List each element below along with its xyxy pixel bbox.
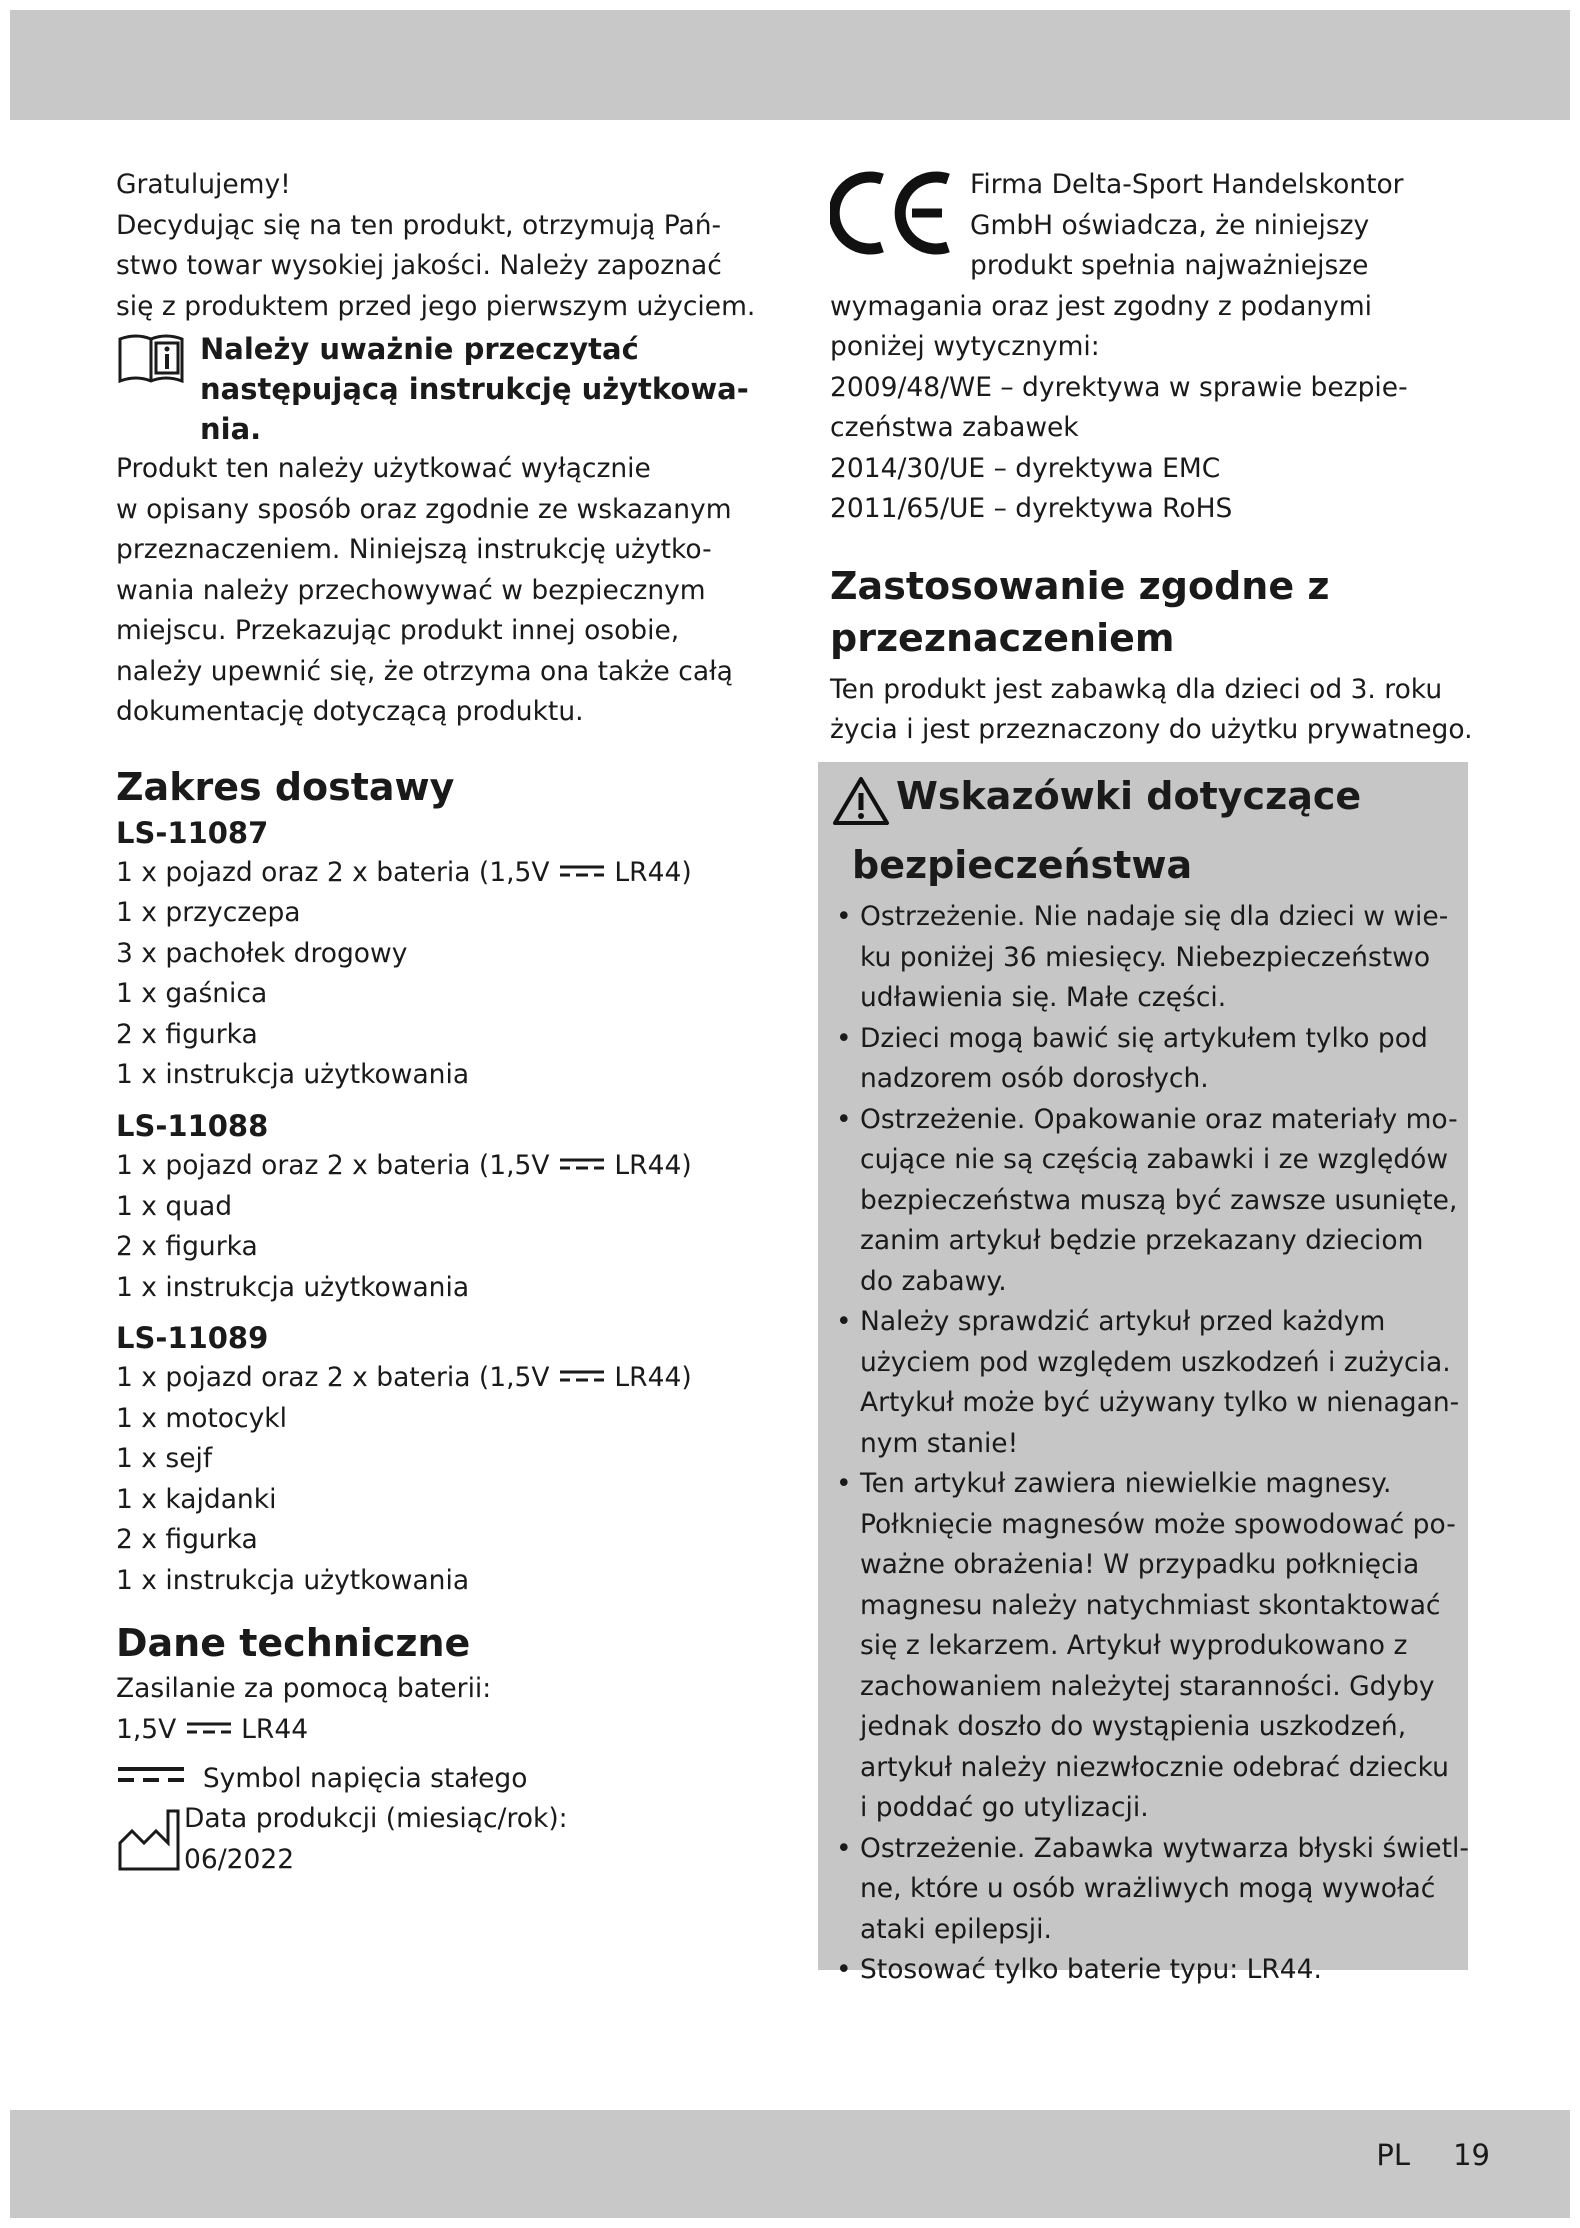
safety-line: • Ten artykuł zawiera niewielkie magnesy. bbox=[860, 1468, 1392, 1499]
ce-cont-line: czeństwa zabawek bbox=[830, 412, 1079, 443]
usage-line: miejscu. Przekazując produkt innej osobie, bbox=[116, 615, 680, 646]
production-value: 06/2022 bbox=[184, 1843, 295, 1875]
intended-line: Ten produkt jest zabawką dla dzieci od 3. roku bbox=[830, 673, 1443, 705]
safety-box bbox=[818, 762, 1469, 1985]
usage-line: wania należy przechowywać w bezpiecznym bbox=[116, 574, 706, 606]
safety-line: • Ostrzeżenie. Opakowanie oraz materiały mo- bbox=[860, 1103, 1458, 1135]
dc-symbol-icon bbox=[558, 1146, 606, 1187]
battery-line bbox=[116, 1146, 756, 1187]
right-column bbox=[830, 165, 1473, 751]
ce-declaration bbox=[830, 165, 1470, 287]
dc-symbol-label: Symbol napięcia stałego bbox=[202, 1762, 528, 1794]
safety-line: jednak doszło do wystąpienia uszkodzeń, bbox=[860, 1711, 1407, 1742]
note-line: następującą instrukcję użytkowa- bbox=[200, 372, 749, 406]
tech-heading: Dane techniczne bbox=[116, 1621, 471, 1666]
safety-title bbox=[832, 770, 1456, 839]
safety-line: bezpieczeństwa muszą być zawsze usunięte, bbox=[860, 1184, 1458, 1216]
safety-line: • Należy sprawdzić artykuł przed każdym bbox=[860, 1306, 1386, 1337]
usage-line: przeznaczeniem. Niniejszą instrukcję użytko- bbox=[116, 534, 712, 565]
usage-line: w opisany sposób oraz zgodnie ze wskazanym bbox=[116, 493, 732, 525]
note-line: Należy uważnie przeczytać bbox=[200, 332, 639, 366]
safety-line: cujące nie są częścią zabawki i ze względów bbox=[860, 1144, 1449, 1175]
safety-line: ważne obrażenia! W przypadku połknięcia bbox=[860, 1549, 1420, 1580]
bottom-band bbox=[10, 2110, 1570, 2218]
note-line: nia. bbox=[200, 412, 262, 446]
factory-icon bbox=[116, 1799, 184, 1886]
item-line: 2 x figurka bbox=[116, 1231, 258, 1262]
production-row bbox=[116, 1799, 756, 1886]
safety-line: ku poniżej 36 miesięcy. Niebezpieczeństwo bbox=[860, 941, 1431, 973]
ce-cont-line: 2014/30/UE – dyrektywa EMC bbox=[830, 452, 1221, 484]
production-label: Data produkcji (miesiąc/rok): bbox=[184, 1803, 568, 1835]
ce-line: GmbH oświadcza, że niniejszy bbox=[970, 209, 1370, 241]
item-line: 2 x figurka bbox=[116, 1524, 258, 1556]
power-prefix: 1,5V bbox=[116, 1713, 177, 1745]
intended-heading-line: przeznaczeniem bbox=[830, 615, 1175, 660]
usage-text bbox=[116, 449, 756, 733]
intro-line: stwo towar wysokiej jakości. Należy zapoznać bbox=[116, 250, 722, 281]
ce-cont-line: 2011/65/UE – dyrektywa RoHS bbox=[830, 493, 1233, 524]
intended-heading-line: Zastosowanie zgodne z bbox=[830, 563, 1330, 608]
safety-item bbox=[832, 1302, 1460, 1464]
safety-line: • Ostrzeżenie. Nie nadaje się dla dzieci w wie- bbox=[860, 901, 1449, 932]
safety-line: • Ostrzeżenie. Zabawka wytwarza błyski świetl- bbox=[860, 1832, 1469, 1864]
left-column bbox=[116, 165, 756, 1886]
safety-line: i poddać go utylizacji. bbox=[860, 1792, 1149, 1823]
safety-line: do zabawy. bbox=[860, 1265, 1007, 1297]
model-code: LS-11087 bbox=[116, 815, 269, 850]
dc-symbol-icon bbox=[185, 1710, 233, 1751]
ce-line: Firma Delta-Sport Handelskontor bbox=[970, 169, 1404, 200]
intro-greeting: Gratulujemy! bbox=[116, 169, 291, 200]
battery-prefix: 1 x pojazd oraz 2 x bateria (1,5V bbox=[116, 1149, 550, 1181]
safety-item bbox=[832, 1829, 1469, 1951]
model-block bbox=[116, 1318, 756, 1601]
page-number: 19 bbox=[1453, 2138, 1490, 2172]
dc-symbol-icon bbox=[558, 1358, 606, 1399]
model-block bbox=[116, 813, 756, 1096]
battery-prefix: 1 x pojazd oraz 2 x bateria (1,5V bbox=[116, 1362, 550, 1393]
safety-line: magnesu należy natychmiast skontaktować bbox=[860, 1589, 1441, 1621]
safety-item bbox=[832, 1019, 1456, 1100]
battery-line bbox=[116, 1358, 756, 1399]
safety-line: użyciem pod względem uszkodzeń i zużycia. bbox=[860, 1346, 1451, 1378]
safety-title-line1: Wskazówki dotyczące bbox=[896, 774, 1362, 818]
ce-cont-line: wymagania oraz jest zgodny z podanymi bbox=[830, 290, 1373, 322]
item-line: 1 x sejf bbox=[116, 1443, 213, 1475]
dc-symbol-row bbox=[116, 1759, 756, 1800]
ce-cont-line: poniżej wytycznymi: bbox=[830, 331, 1100, 362]
usage-line: dokumentację dotyczącą produktu. bbox=[116, 696, 584, 727]
intro-line: się z produktem przed jego pierwszym użyciem. bbox=[116, 290, 756, 322]
safety-line: Artykuł może być używany tylko w nienagan- bbox=[860, 1387, 1460, 1418]
book-info-icon bbox=[116, 329, 186, 402]
power-suffix: LR44 bbox=[241, 1713, 309, 1745]
delivery-heading: Zakres dostawy bbox=[116, 764, 455, 809]
battery-suffix: LR44) bbox=[614, 1149, 692, 1181]
safety-line: się z lekarzem. Artykuł wyprodukowano z bbox=[860, 1630, 1408, 1661]
safety-item bbox=[832, 1100, 1456, 1303]
item-line: 1 x przyczepa bbox=[116, 897, 301, 929]
safety-item bbox=[832, 897, 1456, 1019]
ce-cont-line: 2009/48/WE – dyrektywa w sprawie bezpie- bbox=[830, 371, 1408, 403]
usage-line: Produkt ten należy użytkować wyłącznie bbox=[116, 453, 651, 484]
dc-symbol-icon bbox=[558, 853, 606, 894]
item-line: 1 x instrukcja użytkowania bbox=[116, 1059, 470, 1091]
safety-title-line2: bezpieczeństwa bbox=[852, 843, 1193, 887]
safety-line: zanim artykuł będzie przekazany dzieciom bbox=[860, 1225, 1424, 1256]
safety-line: • Stosować tylko baterie typu: LR44. bbox=[860, 1954, 1322, 1985]
battery-prefix: 1 x pojazd oraz 2 x bateria (1,5V bbox=[116, 856, 550, 888]
item-line: 1 x instrukcja użytkowania bbox=[116, 1564, 470, 1596]
safety-line: udławienia się. Małe części. bbox=[860, 982, 1227, 1013]
safety-list bbox=[832, 897, 1469, 1991]
usage-line: należy upewnić się, że otrzyma ona także całą bbox=[116, 655, 733, 687]
power-value bbox=[116, 1710, 756, 1751]
item-line: 1 x kajdanki bbox=[116, 1483, 277, 1515]
safety-line: Połknięcie magnesów może spowodować po- bbox=[860, 1508, 1456, 1540]
item-line: 2 x figurka bbox=[116, 1018, 258, 1050]
intended-heading bbox=[830, 560, 1470, 664]
item-line: 1 x gaśnica bbox=[116, 978, 268, 1010]
intro-text bbox=[116, 206, 756, 328]
power-label: Zasilanie za pomocą baterii: bbox=[116, 1673, 492, 1705]
read-instructions-note bbox=[116, 329, 756, 449]
item-line: 1 x quad bbox=[116, 1190, 233, 1222]
item-line: 1 x instrukcja użytkowania bbox=[116, 1271, 470, 1303]
intended-line: życia i jest przeznaczony do użytku prywatnego. bbox=[830, 714, 1473, 745]
safety-line: ataki epilepsji. bbox=[860, 1913, 1052, 1945]
safety-item bbox=[832, 1464, 1456, 1829]
safety-line: nym stanie! bbox=[860, 1427, 1019, 1459]
safety-line: zachowaniem należytej staranności. Gdyby bbox=[860, 1670, 1435, 1702]
language-code: PL bbox=[1376, 2138, 1410, 2172]
safety-line: • Dzieci mogą bawić się artykułem tylko pod bbox=[860, 1022, 1428, 1054]
top-band bbox=[10, 10, 1570, 120]
safety-line: nadzorem osób dorosłych. bbox=[860, 1063, 1209, 1094]
model-code: LS-11089 bbox=[116, 1321, 269, 1355]
ce-line: produkt spełnia najważniejsze bbox=[970, 250, 1369, 281]
safety-item bbox=[832, 1950, 1456, 1991]
ce-mark-icon bbox=[830, 165, 960, 274]
intro-line: Decydując się na ten produkt, otrzymują Pań- bbox=[116, 209, 722, 241]
battery-suffix: LR44) bbox=[614, 1362, 692, 1393]
battery-suffix: LR44) bbox=[614, 856, 692, 888]
safety-line: artykuł należy niezwłocznie odebrać dziecku bbox=[860, 1751, 1449, 1783]
item-line: 3 x pachołek drogowy bbox=[116, 937, 408, 969]
battery-line bbox=[116, 853, 756, 894]
warning-triangle-icon bbox=[832, 770, 896, 839]
item-line: 1 x motocykl bbox=[116, 1402, 287, 1434]
model-block bbox=[116, 1106, 756, 1308]
safety-line: ne, które u osób wrażliwych mogą wywołać bbox=[860, 1873, 1436, 1904]
model-code: LS-11088 bbox=[116, 1108, 269, 1143]
dc-symbol-icon bbox=[116, 1759, 186, 1800]
